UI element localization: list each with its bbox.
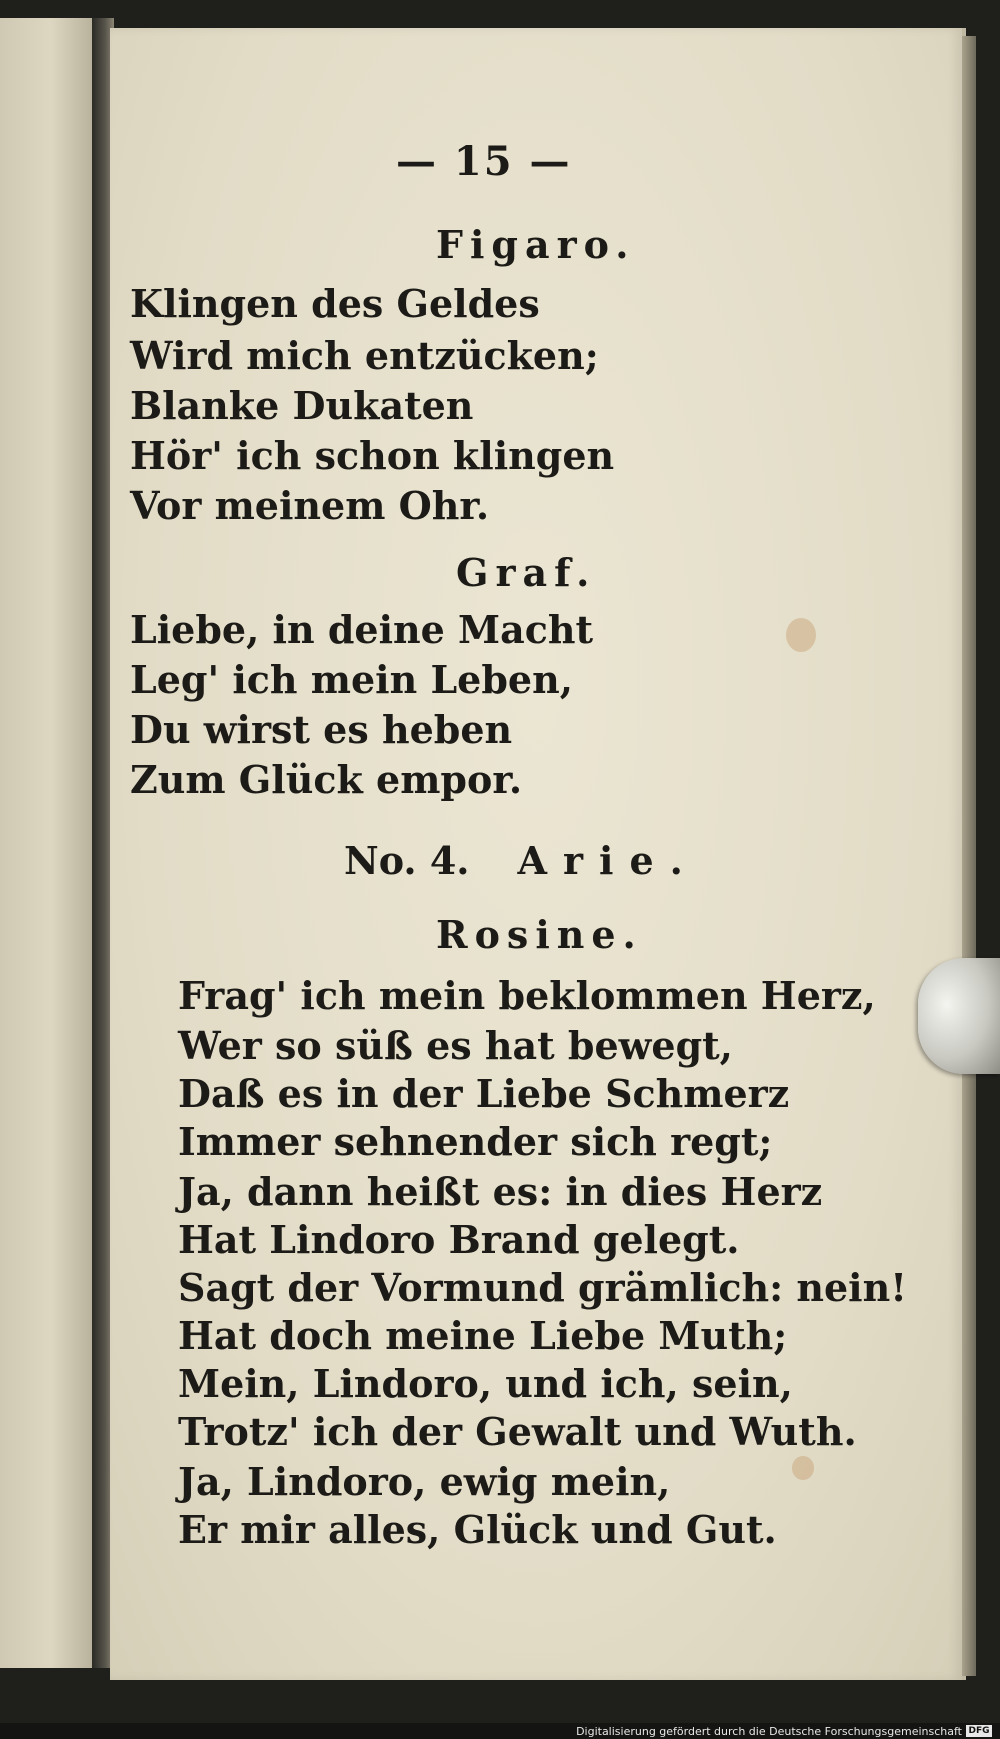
verse-line: Blanke Dukaten <box>130 383 474 428</box>
verse-line: Liebe, in deine Macht <box>130 607 594 652</box>
verse-line: Zum Glück empor. <box>130 757 523 802</box>
paper-stain <box>786 618 816 652</box>
verse-line: Vor meinem Ohr. <box>130 483 490 528</box>
page-number: — 15 — <box>396 138 572 185</box>
verse-line: Mein, Lindoro, und ich, sein, <box>178 1361 793 1406</box>
number-label: No. 4. <box>344 838 470 883</box>
verse-line: Ja, dann heißt es: in dies Herz <box>178 1169 823 1214</box>
verse-line: Frag' ich mein beklommen Herz, <box>178 973 876 1018</box>
verse-line: Hat doch meine Liebe Muth; <box>178 1313 788 1358</box>
verse-line: Sagt der Vormund grämlich: nein! <box>178 1265 907 1310</box>
speaker-graf: Graf. <box>456 550 597 595</box>
verse-line: Hör' ich schon klingen <box>130 433 615 478</box>
verse-line: Klingen des Geldes <box>130 281 540 326</box>
dfg-logo: DFG <box>966 1725 992 1737</box>
page-clip <box>918 958 1000 1074</box>
number-heading <box>344 838 699 883</box>
verse-line: Du wirst es heben <box>130 707 513 752</box>
speaker-rosine: Rosine. <box>436 912 643 957</box>
verse-line: Daß es in der Liebe Schmerz <box>178 1071 790 1116</box>
previous-page-edge <box>0 18 95 1668</box>
aria-title: Arie. <box>517 838 699 883</box>
verse-line: Wer so süß es hat bewegt, <box>178 1023 733 1068</box>
page-edge <box>962 36 976 1676</box>
speaker-figaro: Figaro. <box>436 222 636 267</box>
verse-line: Leg' ich mein Leben, <box>130 657 573 702</box>
verse-line: Ja, Lindoro, ewig mein, <box>178 1459 671 1504</box>
verse-line: Trotz' ich der Gewalt und Wuth. <box>178 1409 857 1454</box>
verse-line: Er mir alles, Glück und Gut. <box>178 1507 777 1552</box>
paper-stain <box>792 1456 814 1480</box>
verse-line: Wird mich entzücken; <box>130 333 599 378</box>
footer-bar <box>0 1723 1000 1739</box>
verse-line: Hat Lindoro Brand gelegt. <box>178 1217 740 1262</box>
funding-notice: Digitalisierung gefördert durch die Deutsche Forschungsgemeinschaft <box>576 1725 962 1738</box>
verse-line: Immer sehnender sich regt; <box>178 1119 773 1164</box>
